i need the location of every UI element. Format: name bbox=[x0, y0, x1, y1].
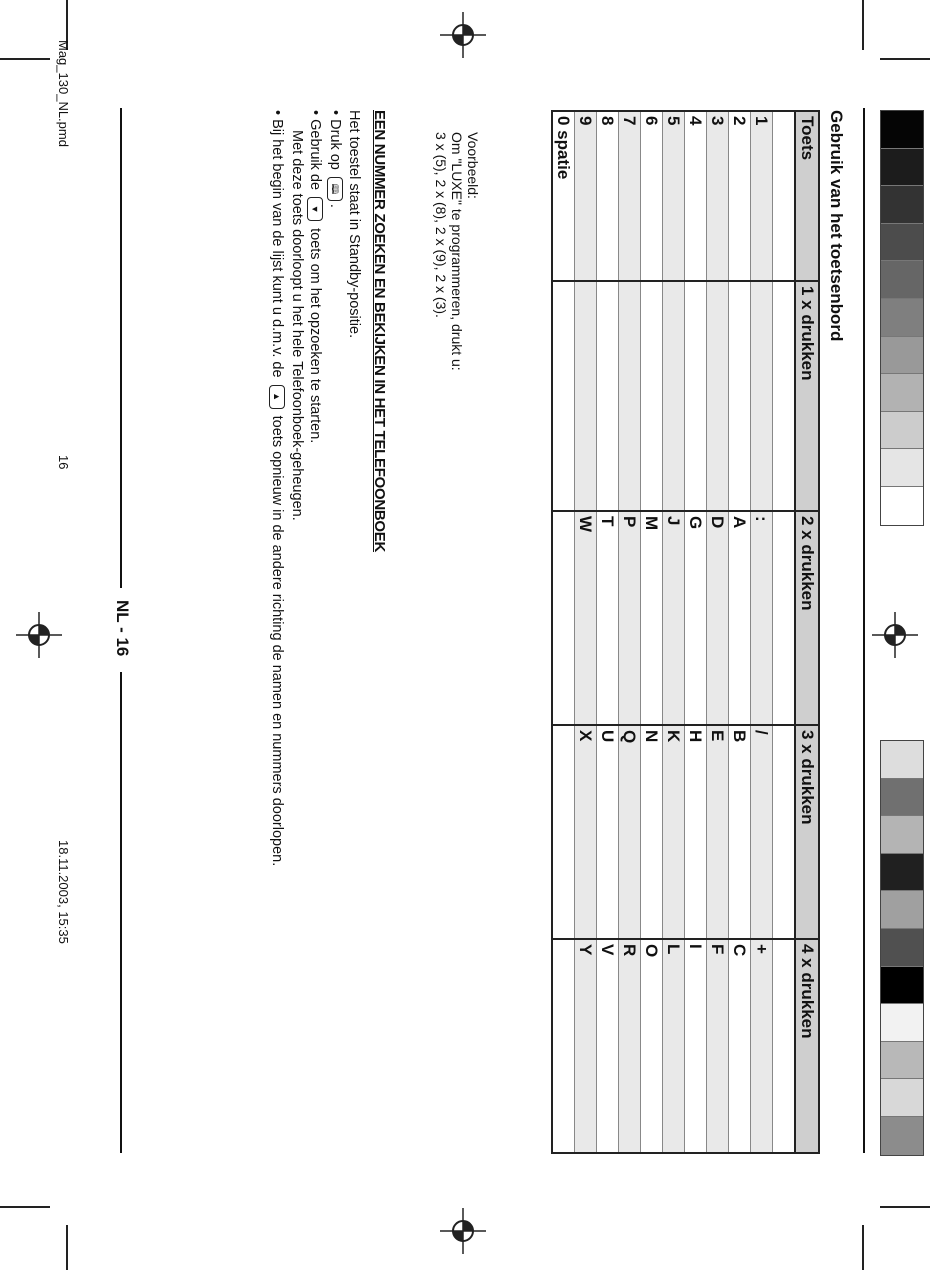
table-cell: + bbox=[751, 939, 773, 1153]
table-cell: U bbox=[597, 725, 619, 939]
table-cell: 5 bbox=[663, 111, 685, 281]
table-cell: L bbox=[663, 939, 685, 1153]
page-number: NL - 16 bbox=[113, 600, 132, 657]
footer-date: 18.11.2003, 15:35 bbox=[56, 840, 71, 944]
table-cell: I bbox=[685, 939, 707, 1153]
table-cell: T bbox=[597, 511, 619, 725]
table-cell: 1 bbox=[751, 111, 773, 281]
table-cell: / bbox=[751, 725, 773, 939]
table-row bbox=[773, 111, 796, 1153]
table-row bbox=[751, 111, 773, 1153]
table-cell bbox=[773, 281, 796, 511]
table-cell: Q bbox=[619, 725, 641, 939]
table-cell bbox=[685, 281, 707, 511]
table-cell: A bbox=[729, 511, 751, 725]
table-cell: Y bbox=[575, 939, 597, 1153]
bullet-text: toets om het opzoeken te starten. bbox=[307, 228, 323, 444]
table-row bbox=[641, 111, 663, 1153]
bullet-item bbox=[268, 110, 286, 866]
example-label: Voorbeeld: bbox=[465, 132, 481, 199]
table-cell: 8 bbox=[597, 111, 619, 281]
table-cell: X bbox=[575, 725, 597, 939]
table-cell bbox=[707, 281, 729, 511]
top-rule bbox=[863, 108, 865, 1153]
bullet-item bbox=[306, 110, 324, 443]
table-cell: V bbox=[597, 939, 619, 1153]
paragraph-text: Het toestel staat in Standby-positie. bbox=[346, 110, 362, 339]
column-header: 3 x drukken bbox=[795, 725, 819, 939]
table-cell: J bbox=[663, 511, 685, 725]
table-cell bbox=[641, 281, 663, 511]
arrow-up-icon: ▲ bbox=[269, 385, 285, 409]
column-header: 2 x drukken bbox=[795, 511, 819, 725]
table-row bbox=[575, 111, 597, 1153]
table-cell bbox=[597, 281, 619, 511]
table-cell bbox=[575, 281, 597, 511]
bottom-rule bbox=[120, 108, 122, 588]
table-cell: H bbox=[685, 725, 707, 939]
table-cell: O bbox=[641, 939, 663, 1153]
table-cell: D bbox=[707, 511, 729, 725]
bullet-text: Met deze toets doorloopt u het hele Telefoonboek-geheugen. bbox=[289, 130, 305, 521]
example-line: Om "LUXE" te programmeren, drukt u: bbox=[449, 132, 465, 371]
table-cell bbox=[773, 725, 796, 939]
bottom-rule bbox=[120, 672, 122, 1153]
table-row bbox=[552, 111, 575, 1153]
table-cell: W bbox=[575, 511, 597, 725]
table-cell: 0 spatie bbox=[552, 111, 575, 281]
table-row bbox=[729, 111, 751, 1153]
table-cell: 2 bbox=[729, 111, 751, 281]
table-cell: 7 bbox=[619, 111, 641, 281]
table-cell: P bbox=[619, 511, 641, 725]
table-cell: E bbox=[707, 725, 729, 939]
table-cell: 6 bbox=[641, 111, 663, 281]
table-cell bbox=[552, 281, 575, 511]
book-icon: 🕮 bbox=[327, 177, 343, 201]
table-cell: M bbox=[641, 511, 663, 725]
bullet-item bbox=[288, 110, 306, 521]
table-cell bbox=[552, 939, 575, 1153]
table-cell: 4 bbox=[685, 111, 707, 281]
table-cell bbox=[773, 939, 796, 1153]
table-row bbox=[619, 111, 641, 1153]
bullet-text: toets opnieuw in de andere richting de namen en nummers doorlopen. bbox=[269, 415, 285, 867]
table-cell: N bbox=[641, 725, 663, 939]
table-cell bbox=[751, 281, 773, 511]
paragraph bbox=[345, 110, 363, 338]
example-line: 3 x (5), 2 x (8), 2 x (9), 2 x (3). bbox=[433, 132, 449, 318]
arrow-down-icon: ▼ bbox=[307, 197, 323, 221]
table-header-row bbox=[795, 111, 819, 1153]
section-title: EEN NUMMER ZOEKEN EN BEKIJKEN IN HET TELEFOONBOEK bbox=[371, 110, 388, 553]
table-cell: : bbox=[751, 511, 773, 725]
table-cell: K bbox=[663, 725, 685, 939]
table-cell bbox=[729, 281, 751, 511]
table-cell bbox=[619, 281, 641, 511]
column-header: Toets bbox=[795, 111, 819, 281]
bullet-item bbox=[326, 110, 344, 208]
table-cell bbox=[552, 725, 575, 939]
footer-filename: Mag_130_NL.pmd bbox=[56, 40, 71, 147]
table-cell bbox=[552, 511, 575, 725]
table-cell: R bbox=[619, 939, 641, 1153]
table-cell: 9 bbox=[575, 111, 597, 281]
footer-page: 16 bbox=[56, 455, 71, 470]
bullet-text: • Druk op bbox=[327, 110, 343, 170]
table-cell: B bbox=[729, 725, 751, 939]
table-cell bbox=[663, 281, 685, 511]
table-row bbox=[663, 111, 685, 1153]
table-cell: 3 bbox=[707, 111, 729, 281]
table-cell bbox=[773, 111, 796, 281]
table-cell: F bbox=[707, 939, 729, 1153]
bullet-text: • Gebruik de bbox=[307, 110, 323, 191]
example-block bbox=[433, 132, 481, 371]
table-cell: G bbox=[685, 511, 707, 725]
table-row bbox=[597, 111, 619, 1153]
column-header: 1 x drukken bbox=[795, 281, 819, 511]
bullet-text: . bbox=[327, 203, 343, 208]
keyboard-table bbox=[551, 110, 820, 1154]
table-row bbox=[707, 111, 729, 1153]
page-title: Gebruik van het toetsenbord bbox=[827, 110, 846, 342]
bullet-text: • Bij het begin van de lijst kunt u d.m.v. de bbox=[269, 110, 285, 378]
table-cell: C bbox=[729, 939, 751, 1153]
column-header: 4 x drukken bbox=[795, 939, 819, 1153]
table-row bbox=[685, 111, 707, 1153]
table-cell bbox=[773, 511, 796, 725]
